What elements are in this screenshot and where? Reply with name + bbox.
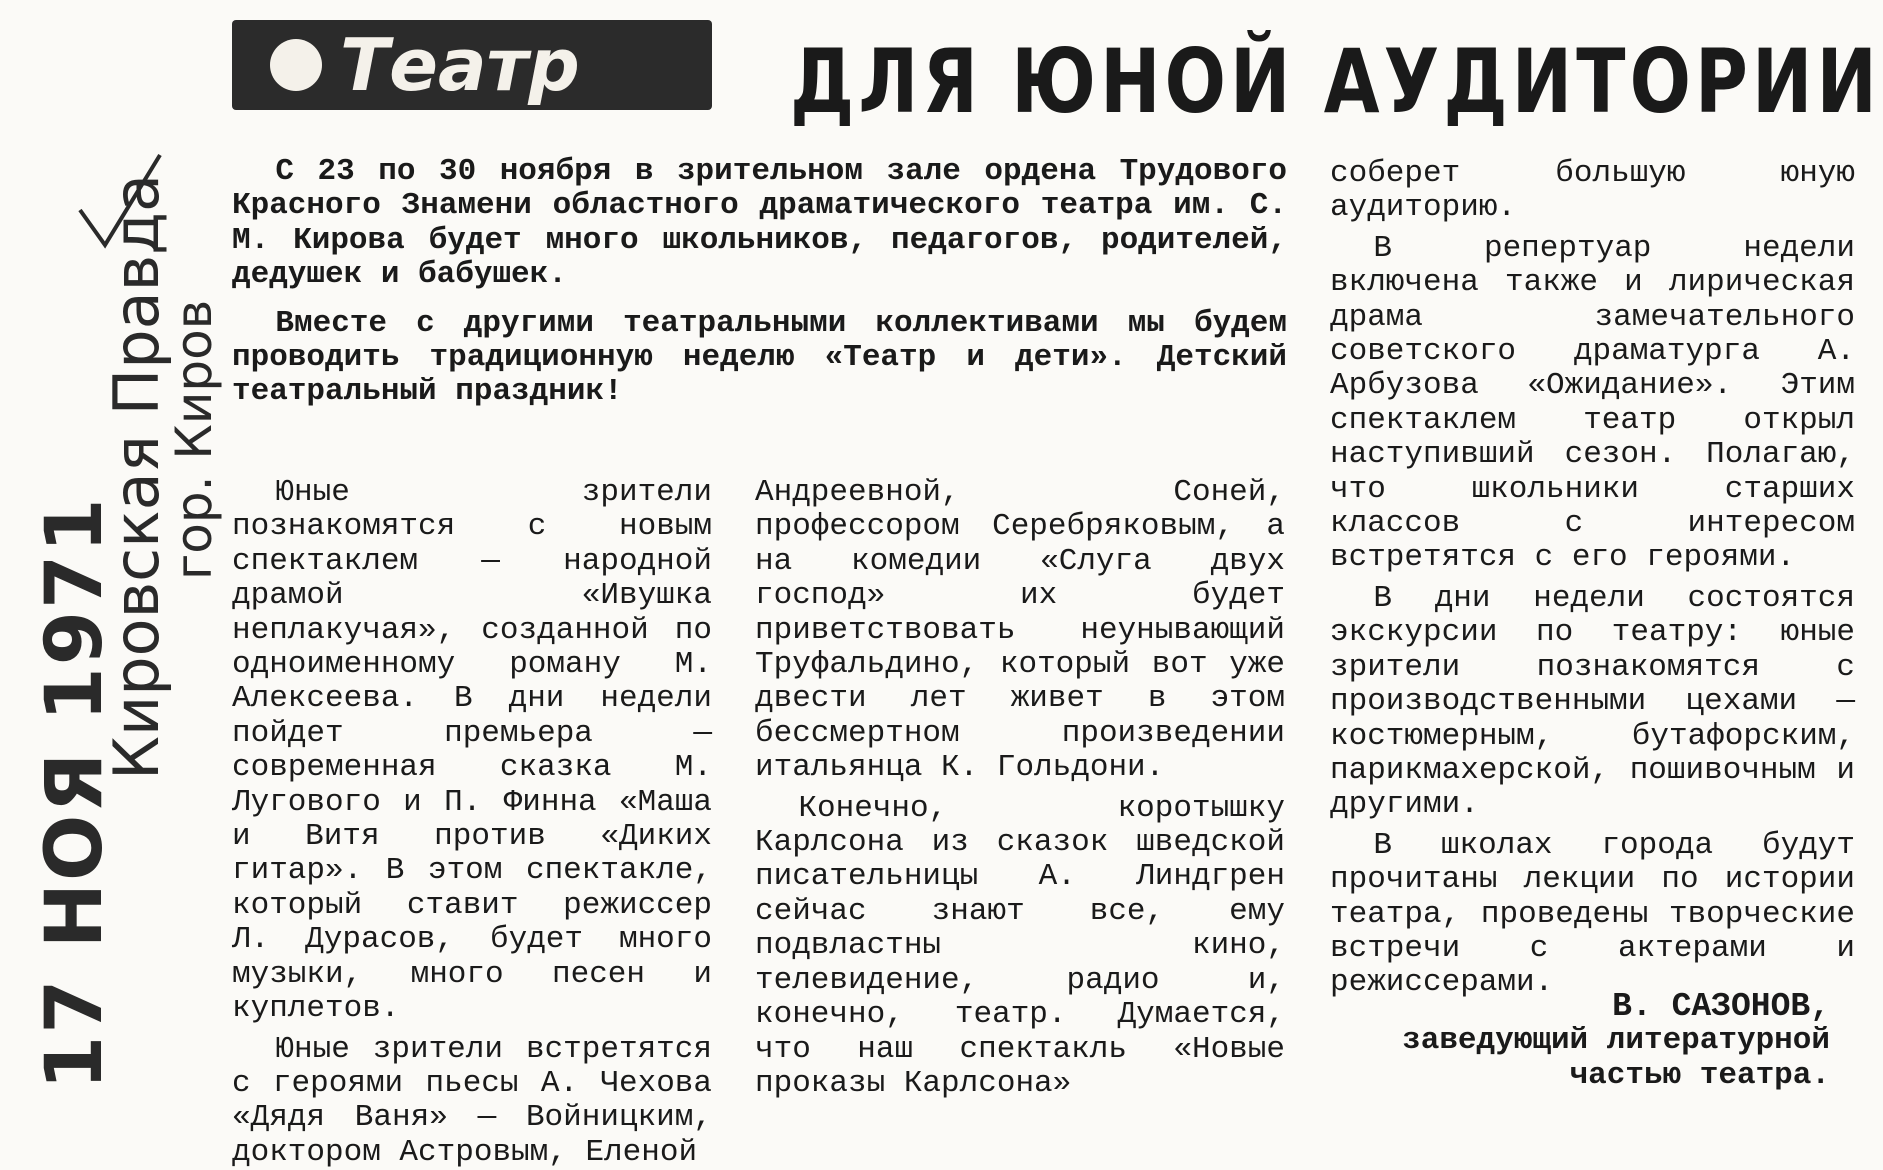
body-paragraph: В репертуар недели включена также и лирическая драма замечательного советского драматурга А. Арбузова «Ожидание». Этим спектаклем театр открыл наступивший сезон. Полагаю, что школьники старших классов с интересом встретятся с его героями.: [1330, 232, 1855, 576]
author-title: заведующий литературной частью театра.: [1330, 1024, 1830, 1093]
stamp-city: гор. Киров: [165, 300, 223, 580]
lead-paragraph: С 23 по 30 ноября в зрительном зале ордена Трудового Красного Знамени областного драматического театра им. С. М. Кирова будет много школьников, педагогов, родителей, дедушек и бабушек.: [232, 155, 1287, 293]
rubric-label: Театр: [340, 29, 580, 101]
author-name: В. САЗОНОВ,: [1330, 990, 1830, 1024]
body-paragraph: В дни недели состоятся экскурсии по театру: юные зрители познакомятся с производственными цехами — костюмерным, бутафорским, парикмахерской, пошивочным и другими.: [1330, 582, 1855, 823]
body-paragraph: соберет большую юную аудиторию.: [1330, 157, 1855, 226]
body-paragraph: Юные зрители познакомятся с новым спектаклем — народной драмой «Ивушка неплакучая», созданной по одноименному роману М. Алексеева. В дни недели пойдет премьера — современная сказка М. Лугового и П. Финна «Маша и Витя против «Диких гитар». В этом спектакле, который ставит режиссер Л. Дурасов, будет много музыки, много песен и куплетов.: [232, 476, 712, 1027]
stamp-newspaper-name: Кировская Правда: [100, 174, 173, 780]
stamp-date: 17 НОЯ 1971: [30, 496, 120, 1090]
archive-stamp: [0, 60, 230, 1080]
body-paragraph: Конечно, коротышку Карлсона из сказок шведской писательницы А. Линдгрен сейчас знают все, ему подвластны кино, телевидение, радио и, конечно, театр. Думается, что наш спектакль «Новые проказы Карлсона»: [755, 792, 1285, 1102]
body-paragraph: В школах города будут прочитаны лекции по истории театра, проведены творческие встречи с актерами и режиссерами.: [1330, 829, 1855, 1001]
article-column-3: [1330, 157, 1855, 1001]
handwritten-check-mark: [75, 150, 165, 260]
article-headline: ДЛЯ ЮНОЙ АУДИТОРИИ: [790, 38, 1659, 126]
body-paragraph: Андреевной, Соней, профессором Серебряковым, а на комедии «Слуга двух господ» их будет приветствовать неунывающий Труфальдино, который вот уже двести лет живет в этом бессмертном произведении итальянца К. Гольдони.: [755, 476, 1285, 786]
article-column-2: [755, 476, 1285, 1101]
article-lead: [232, 155, 1287, 410]
bullet-dot-icon: [270, 39, 322, 91]
article-column-1: [232, 476, 712, 1170]
rubric-banner: [232, 20, 712, 110]
author-signature: [1330, 990, 1830, 1093]
lead-paragraph: Вместе с другими театральными коллективами мы будем проводить традиционную неделю «Театр и дети». Детский театральный праздник!: [232, 307, 1287, 410]
body-paragraph: Юные зрители встретятся с героями пьесы А. Чехова «Дядя Ваня» — Войницким, доктором Астровым, Еленой: [232, 1033, 712, 1170]
